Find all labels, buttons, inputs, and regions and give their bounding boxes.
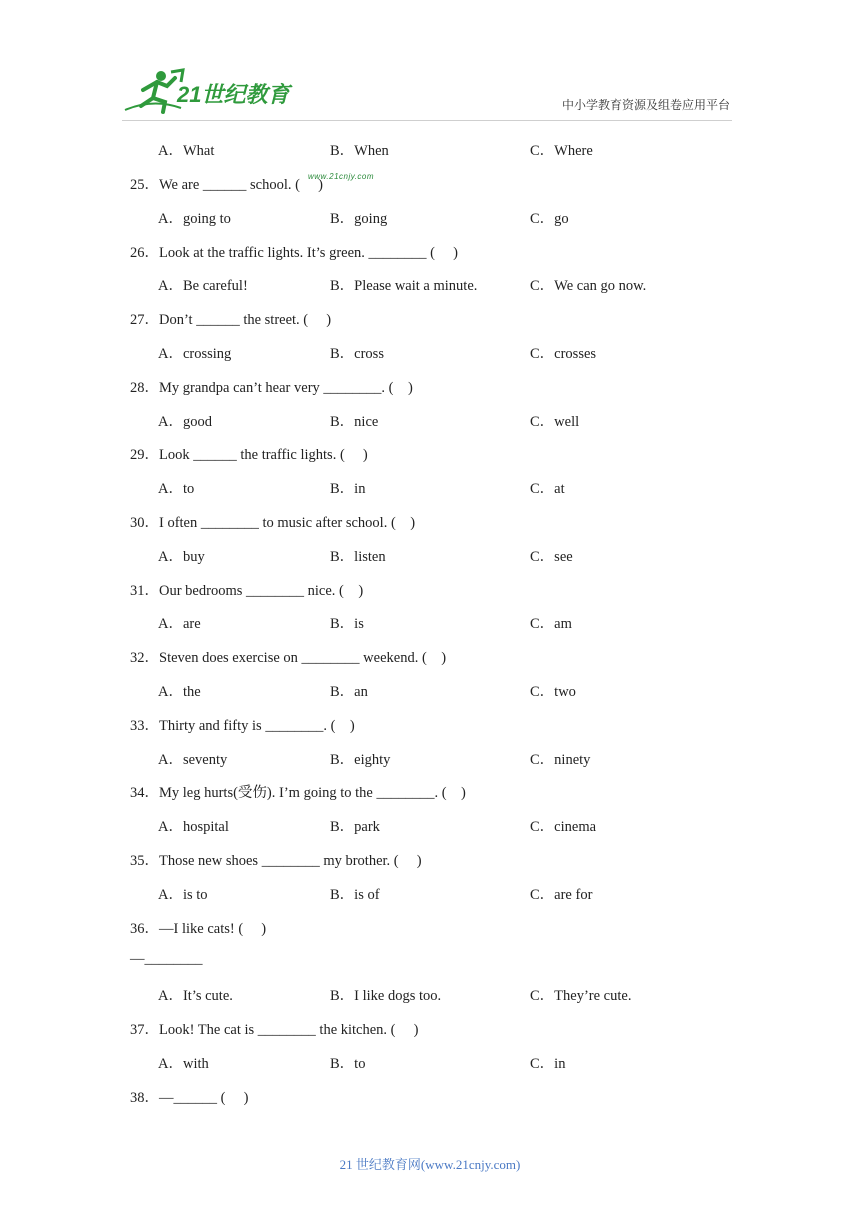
question-27: 27．Don’t ______ the street. ( ): [130, 312, 332, 328]
option-b: B．is of: [330, 887, 380, 903]
question-29: 29．Look ______ the traffic lights. ( ): [130, 447, 368, 463]
option-c: C．are for: [530, 887, 593, 903]
option-a: A．with: [158, 1056, 209, 1072]
option-b: B．I like dogs too.: [330, 988, 442, 1004]
page-footer[interactable]: 21 世纪教育网(www.21cnjy.com): [339, 1157, 521, 1172]
option-b: B．nice: [330, 414, 379, 430]
option-b: B．going: [330, 211, 388, 227]
question-25: 25．We are ______ school. ( ): [130, 177, 323, 193]
question-32: 32．Steven does exercise on ________ weekend. ( ): [130, 650, 447, 666]
logo-runner-icon: [123, 68, 293, 118]
option-a: A．seventy: [158, 752, 228, 768]
question-28: 28．My grandpa can’t hear very ________. ( ): [130, 380, 413, 396]
option-a: A．What: [158, 143, 215, 159]
option-b: B．When: [330, 143, 389, 159]
question-26: 26．Look at the traffic lights. It’s green. ________ ( ): [130, 245, 458, 261]
question-38: 38．—______ ( ): [130, 1090, 249, 1106]
option-a: A．good: [158, 414, 212, 430]
option-a: A．going to: [158, 211, 231, 227]
question-30: 30．I often ________ to music after school. ( ): [130, 515, 416, 531]
option-b: B．is: [330, 616, 364, 632]
option-a: A．the: [158, 684, 201, 700]
option-a: A．are: [158, 616, 201, 632]
option-b: B．to: [330, 1056, 366, 1072]
option-a: A．It’s cute.: [158, 988, 233, 1004]
header-divider: [122, 120, 732, 121]
question-31: 31．Our bedrooms ________ nice. ( ): [130, 583, 364, 599]
option-a: A．Be careful!: [158, 278, 248, 294]
option-c: C．two: [530, 684, 576, 700]
svg-text:21世纪教育: 21世纪教育: [177, 82, 290, 107]
option-a: A．is to: [158, 887, 208, 903]
option-a: A．crossing: [158, 346, 232, 362]
option-a: A．buy: [158, 549, 205, 565]
option-c: C．We can go now.: [530, 278, 647, 294]
option-c: C．cinema: [530, 819, 597, 835]
option-b: B．in: [330, 481, 366, 497]
option-c: C．They’re cute.: [530, 988, 632, 1004]
question-36: 36．—I like cats! ( ): [130, 921, 267, 937]
question-37: 37．Look! The cat is ________ the kitchen. ( ): [130, 1022, 419, 1038]
option-c: C．am: [530, 616, 572, 632]
logo-url: www.21cnjy.com: [308, 172, 374, 181]
option-c: C．go: [530, 211, 569, 227]
dialogue-answer-line: —________: [130, 951, 203, 967]
option-c: C．crosses: [530, 346, 597, 362]
option-c: C．at: [530, 481, 565, 497]
question-35: 35．Those new shoes ________ my brother. ( ): [130, 853, 422, 869]
option-c: C．see: [530, 549, 573, 565]
option-c: C．well: [530, 414, 580, 430]
option-b: B．park: [330, 819, 380, 835]
option-a: A．to: [158, 481, 195, 497]
option-b: B．an: [330, 684, 368, 700]
option-b: B．listen: [330, 549, 386, 565]
option-c: C．Where: [530, 143, 593, 159]
option-b: B．cross: [330, 346, 384, 362]
option-c: C．ninety: [530, 752, 591, 768]
option-b: B．eighty: [330, 752, 391, 768]
question-33: 33．Thirty and fifty is ________. ( ): [130, 718, 355, 734]
option-c: C．in: [530, 1056, 566, 1072]
option-b: B．Please wait a minute.: [330, 278, 478, 294]
header-platform-text: 中小学教育资源及组卷应用平台: [561, 98, 730, 112]
question-34: 34．My leg hurts(受伤). I’m going to the ________. ( ): [130, 785, 466, 801]
option-a: A．hospital: [158, 819, 229, 835]
